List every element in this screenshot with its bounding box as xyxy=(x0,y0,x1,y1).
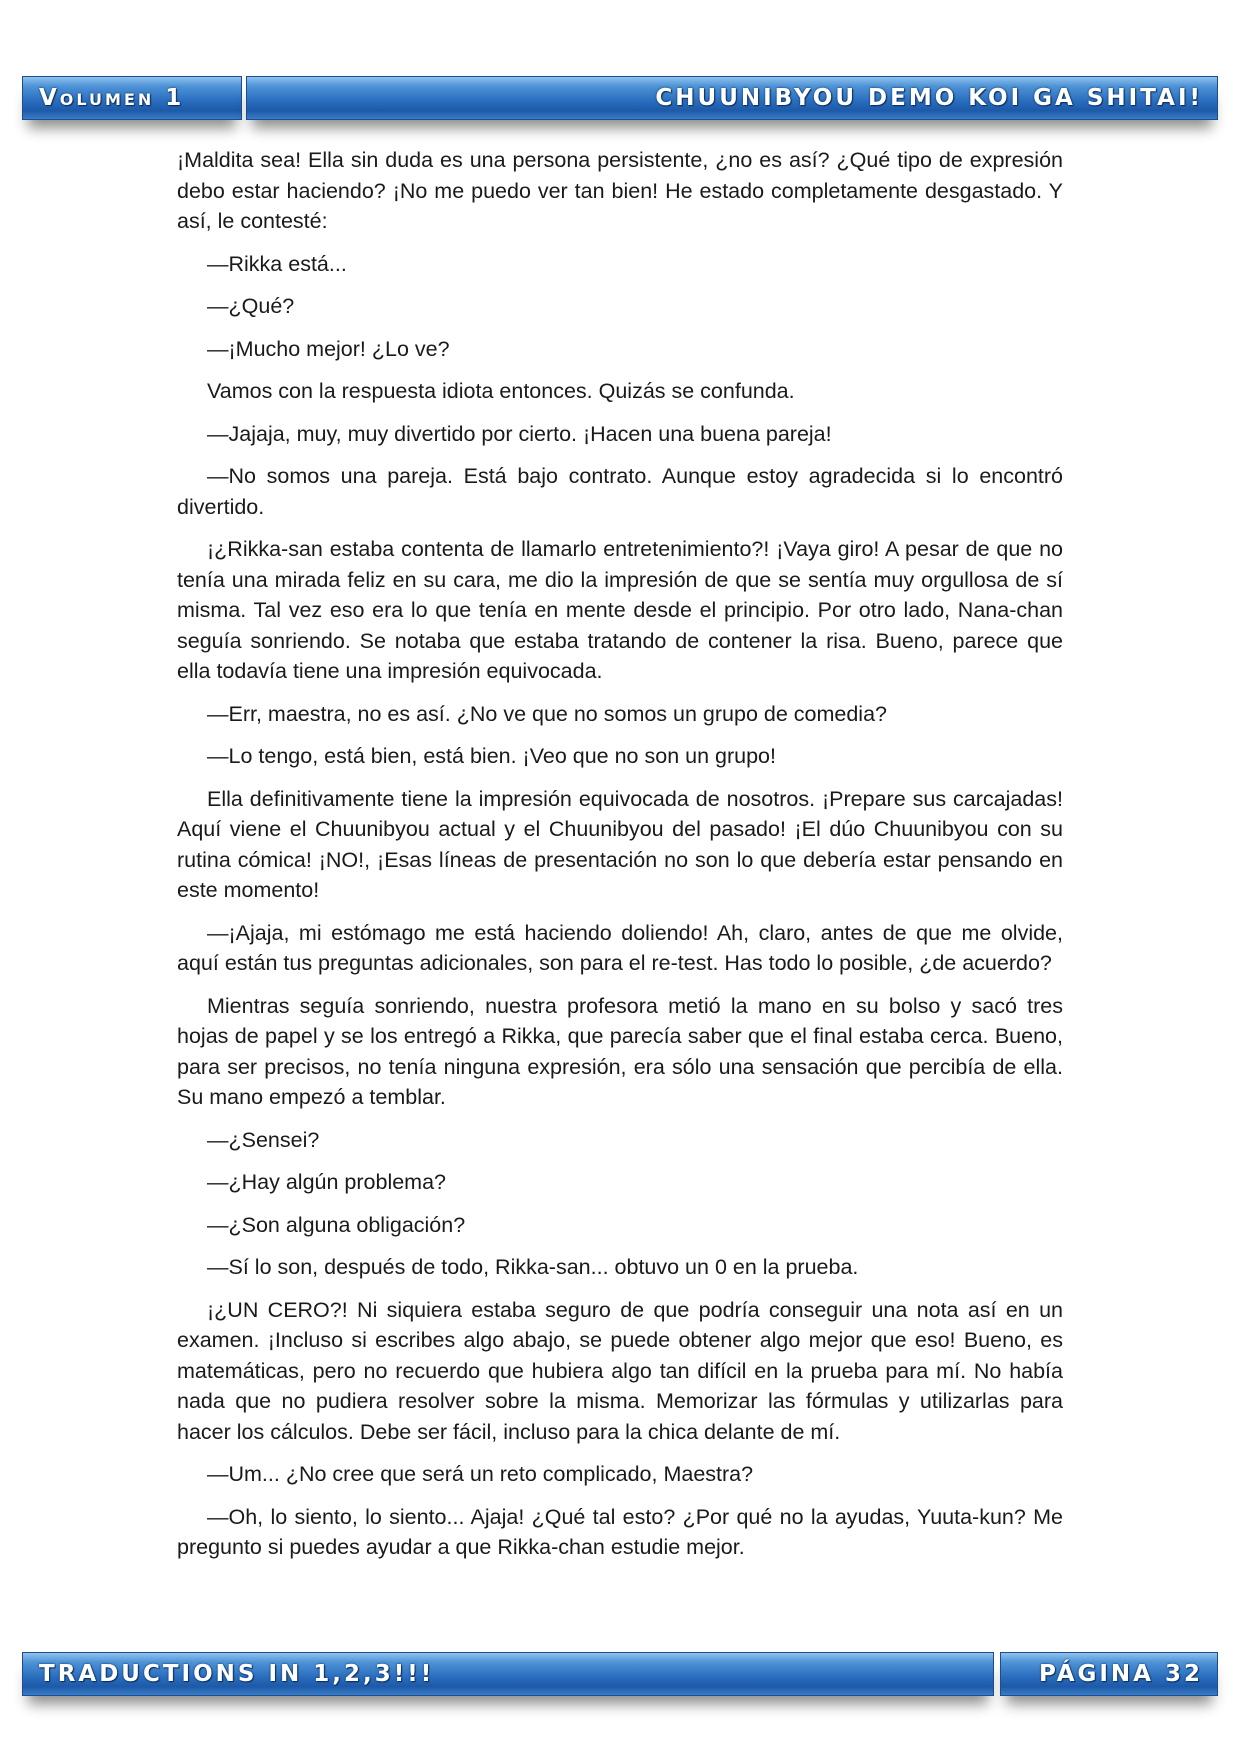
paragraph: ¡Maldita sea! Ella sin duda es una persona persistente, ¿no es así? ¿Qué tipo de expresión debo estar haciendo? ¡No me puedo ver tan bien! He estado completamente desgastado. Y así, le contesté: xyxy=(177,148,1063,233)
header-volume-banner xyxy=(22,76,242,120)
paragraph: —Um... ¿No cree que será un reto complicado, Maestra? xyxy=(207,1462,754,1486)
paragraph: —Rikka está... xyxy=(207,251,347,276)
paragraph: Mientras seguía sonriendo, nuestra profesora metió la mano en su bolso y sacó tres hojas de papel y se los entregó a Rikka, que parecía saber que el final estaba cerca. Bueno, para ser precisos, no tenía ninguna expresión, era sólo una sensación que percibía de ella. Su mano empezó a temblar. xyxy=(177,993,1063,1109)
paragraph: —¡Mucho mejor! ¿Lo ve? xyxy=(207,336,450,361)
paragraph: Ella definitivamente tiene la impresión equivocada de nosotros. ¡Prepare sus carcajadas! Aquí viene el Chuunibyou actual y el Chuunibyou del pasado! ¡El dúo Chuunibyou con su rutina cómica! ¡NO!, ¡Esas líneas de presentación no son lo que debería estar pensando en este momento! xyxy=(177,786,1063,902)
paragraph: —¡Ajaja, mi estómago me está haciendo doliendo! Ah, claro, antes de que me olvide, aquí están tus preguntas adicionales, son para el re-test. Has todo lo posible, ¿de acuerdo? xyxy=(177,920,1063,975)
header-title-banner xyxy=(246,76,1218,120)
header-volume-label: Volumen 1 xyxy=(39,85,185,111)
paragraph: —Lo tengo, está bien, está bien. ¡Veo que no son un grupo! xyxy=(207,744,776,768)
footer-translator-label: TRADUCTIONS IN 1,2,3!!! xyxy=(39,1661,435,1687)
paragraph: —No somos una pareja. Está bajo contrato. Aunque estoy agradecida si lo encontró divertido. xyxy=(177,464,1063,519)
paragraph: Vamos con la respuesta idiota entonces. Quizás se confunda. xyxy=(207,379,795,403)
footer-translator-banner xyxy=(22,1652,994,1696)
paragraph: —¿Hay algún problema? xyxy=(207,1170,447,1194)
paragraph: —Err, maestra, no es así. ¿No ve que no somos un grupo de comedia? xyxy=(207,701,887,726)
paragraph: —¿Qué? xyxy=(207,294,295,318)
paragraph: —¿Sensei? xyxy=(207,1127,320,1152)
paragraph: —Sí lo son, después de todo, Rikka-san... obtuvo un 0 en la prueba. xyxy=(207,1255,859,1279)
paragraph: —¿Son alguna obligación? xyxy=(207,1212,466,1237)
paragraph: ¡¿UN CERO?! Ni siquiera estaba seguro de que podría conseguir una nota así en un examen. ¡Incluso si escribes algo abajo, se puede obtener algo mejor que eso! Bueno, es matemáticas, pero no recuerdo que hubiera algo tan difícil en la prueba para mí. No había nada que no pudiera resolver sobre la misma. Memorizar las fórmulas y utilizarlas para hacer los cálculos. Debe ser fácil, incluso para la chica delante de mí. xyxy=(177,1297,1063,1444)
paragraph: ¡¿Rikka-san estaba contenta de llamarlo entretenimiento?! ¡Vaya giro! A pesar de que no tenía una mirada feliz en su cara, me dio la impresión de que se sentía muy orgullosa de sí misma. Tal vez eso era lo que tenía en mente desde el principio. Por otro lado, Nana-chan seguía sonriendo. Se notaba que estaba tratando de contener la risa. Bueno, parece que ella todavía tiene una impresión equivocada. xyxy=(177,537,1063,683)
paragraph: —Jajaja, muy, muy divertido por cierto. ¡Hacen una buena pareja! xyxy=(207,421,832,446)
header-book-title: CHUUNIBYOU DEMO KOI GA SHITAI! xyxy=(655,85,1203,111)
paragraph: —Oh, lo siento, lo siento... Ajaja! ¿Qué tal esto? ¿Por qué no la ayudas, Yuuta-kun? Me pregunto si puedes ayudar a que Rikka-chan estudie mejor. xyxy=(177,1504,1063,1559)
page-body xyxy=(177,145,1063,1575)
footer-page-banner xyxy=(1000,1652,1218,1696)
page-number: PÁGINA 32 xyxy=(1038,1661,1203,1687)
